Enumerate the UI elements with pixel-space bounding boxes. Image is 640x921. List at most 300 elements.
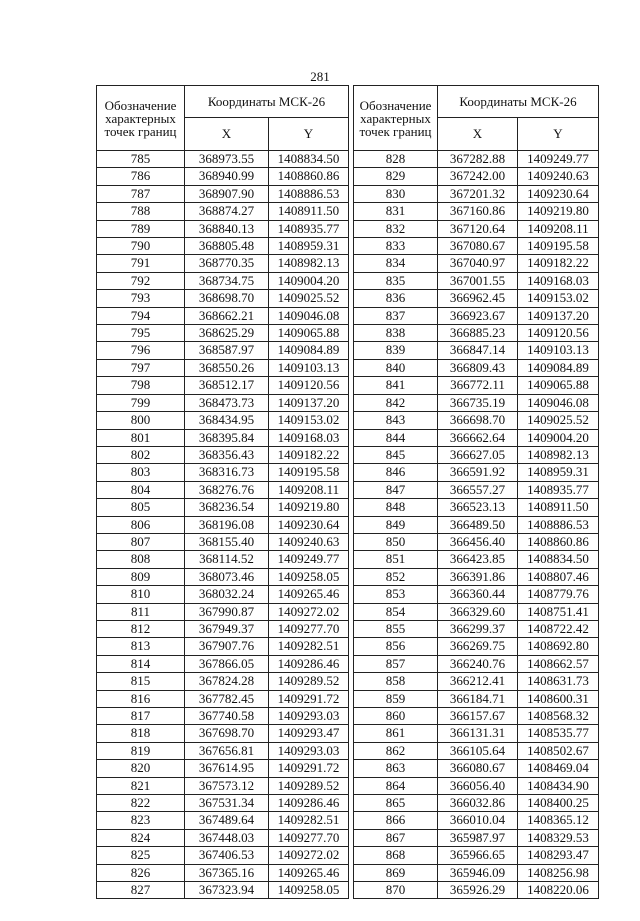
x-coordinate-cell: 367323.94 bbox=[185, 882, 269, 899]
table-row bbox=[354, 795, 599, 812]
x-coordinate-cell: 368434.95 bbox=[185, 412, 269, 429]
point-number-cell: 791 bbox=[97, 255, 185, 272]
y-coordinate-cell: 1409277.70 bbox=[269, 829, 349, 846]
point-number-cell: 821 bbox=[97, 777, 185, 794]
y-coordinate-cell: 1409291.72 bbox=[269, 760, 349, 777]
x-coordinate-cell: 368940.99 bbox=[185, 168, 269, 185]
y-coordinate-cell: 1409282.51 bbox=[269, 638, 349, 655]
table-row bbox=[354, 673, 599, 690]
point-number-cell: 804 bbox=[97, 481, 185, 498]
page-number: 281 bbox=[310, 69, 330, 84]
y-coordinate-cell: 1409265.46 bbox=[269, 586, 349, 603]
point-number-cell: 845 bbox=[354, 446, 438, 463]
y-coordinate-cell: 1409025.52 bbox=[269, 290, 349, 307]
y-coordinate-cell: 1409168.03 bbox=[518, 272, 599, 289]
point-number-cell: 832 bbox=[354, 220, 438, 237]
x-coordinate-cell: 366523.13 bbox=[438, 499, 518, 516]
point-number-cell: 853 bbox=[354, 586, 438, 603]
y-coordinate-cell: 1408692.80 bbox=[518, 638, 599, 655]
x-coordinate-cell: 368874.27 bbox=[185, 203, 269, 220]
point-number-cell: 809 bbox=[97, 568, 185, 585]
point-number-cell: 790 bbox=[97, 238, 185, 255]
table-row bbox=[97, 446, 349, 463]
coordinates-table-left bbox=[96, 85, 349, 899]
point-number-cell: 796 bbox=[97, 342, 185, 359]
table-row bbox=[354, 638, 599, 655]
table-row bbox=[354, 655, 599, 672]
table-row bbox=[354, 290, 599, 307]
x-coordinate-cell: 368155.40 bbox=[185, 533, 269, 550]
y-coordinate-cell: 1409182.22 bbox=[518, 255, 599, 272]
point-number-cell: 807 bbox=[97, 533, 185, 550]
y-coordinate-cell: 1409153.02 bbox=[518, 290, 599, 307]
table-row bbox=[354, 568, 599, 585]
x-coordinate-cell: 368395.84 bbox=[185, 429, 269, 446]
x-coordinate-cell: 368473.73 bbox=[185, 394, 269, 411]
y-coordinate-cell: 1408886.53 bbox=[269, 185, 349, 202]
point-number-cell: 831 bbox=[354, 203, 438, 220]
y-coordinate-cell: 1409272.02 bbox=[269, 603, 349, 620]
point-number-cell: 867 bbox=[354, 829, 438, 846]
x-coordinate-cell: 368698.70 bbox=[185, 290, 269, 307]
table-row bbox=[97, 429, 349, 446]
point-number-cell: 839 bbox=[354, 342, 438, 359]
y-coordinate-cell: 1408860.86 bbox=[518, 533, 599, 550]
y-coordinate-cell: 1409286.46 bbox=[269, 655, 349, 672]
y-coordinate-cell: 1409084.89 bbox=[518, 359, 599, 376]
point-number-cell: 865 bbox=[354, 795, 438, 812]
point-number-cell: 795 bbox=[97, 325, 185, 342]
y-coordinate-cell: 1408935.77 bbox=[518, 481, 599, 498]
x-coordinate-cell: 368550.26 bbox=[185, 359, 269, 376]
x-coordinate-cell: 368805.48 bbox=[185, 238, 269, 255]
table-row bbox=[97, 533, 349, 550]
x-column-header: X bbox=[185, 118, 269, 151]
table-row bbox=[354, 603, 599, 620]
point-number-cell: 870 bbox=[354, 882, 438, 899]
point-number-cell: 785 bbox=[97, 151, 185, 168]
x-coordinate-cell: 366299.37 bbox=[438, 620, 518, 637]
x-coordinate-cell: 367282.88 bbox=[438, 151, 518, 168]
point-column-header: Обозначение характерных точек границ bbox=[97, 86, 185, 151]
x-column-header: X bbox=[438, 118, 518, 151]
table-row bbox=[97, 290, 349, 307]
x-coordinate-cell: 368316.73 bbox=[185, 464, 269, 481]
point-number-cell: 827 bbox=[97, 882, 185, 899]
table-row bbox=[354, 185, 599, 202]
y-coordinate-cell: 1409004.20 bbox=[269, 272, 349, 289]
x-coordinate-cell: 368276.76 bbox=[185, 481, 269, 498]
x-coordinate-cell: 366157.67 bbox=[438, 708, 518, 725]
table-row bbox=[97, 272, 349, 289]
table-row bbox=[97, 168, 349, 185]
y-coordinate-cell: 1408935.77 bbox=[269, 220, 349, 237]
x-coordinate-cell: 368032.24 bbox=[185, 586, 269, 603]
point-number-cell: 852 bbox=[354, 568, 438, 585]
point-number-cell: 834 bbox=[354, 255, 438, 272]
table-row bbox=[97, 812, 349, 829]
point-number-cell: 824 bbox=[97, 829, 185, 846]
point-number-cell: 820 bbox=[97, 760, 185, 777]
point-number-cell: 850 bbox=[354, 533, 438, 550]
point-number-cell: 830 bbox=[354, 185, 438, 202]
x-coordinate-cell: 368625.29 bbox=[185, 325, 269, 342]
point-number-cell: 869 bbox=[354, 864, 438, 881]
table-row bbox=[354, 342, 599, 359]
y-coordinate-cell: 1409277.70 bbox=[269, 620, 349, 637]
x-coordinate-cell: 368236.54 bbox=[185, 499, 269, 516]
y-coordinate-cell: 1409137.20 bbox=[518, 307, 599, 324]
y-coordinate-cell: 1408293.47 bbox=[518, 847, 599, 864]
table-row bbox=[354, 690, 599, 707]
x-coordinate-cell: 368114.52 bbox=[185, 551, 269, 568]
y-coordinate-cell: 1409046.08 bbox=[269, 307, 349, 324]
point-number-cell: 797 bbox=[97, 359, 185, 376]
point-number-cell: 844 bbox=[354, 429, 438, 446]
x-coordinate-cell: 367990.87 bbox=[185, 603, 269, 620]
table-row bbox=[354, 847, 599, 864]
x-coordinate-cell: 366885.23 bbox=[438, 325, 518, 342]
x-coordinate-cell: 368770.35 bbox=[185, 255, 269, 272]
y-coordinate-cell: 1409208.11 bbox=[269, 481, 349, 498]
y-coordinate-cell: 1409219.80 bbox=[269, 499, 349, 516]
table-row bbox=[354, 151, 599, 168]
table-row bbox=[97, 220, 349, 237]
coordinates-header: Координаты МСК-26 bbox=[185, 86, 349, 118]
y-coordinate-cell: 1409289.52 bbox=[269, 673, 349, 690]
table-row bbox=[354, 829, 599, 846]
table-row bbox=[354, 168, 599, 185]
x-coordinate-cell: 367782.45 bbox=[185, 690, 269, 707]
point-number-cell: 810 bbox=[97, 586, 185, 603]
y-coordinate-cell: 1409230.64 bbox=[269, 516, 349, 533]
table-row bbox=[97, 325, 349, 342]
x-coordinate-cell: 365987.97 bbox=[438, 829, 518, 846]
x-coordinate-cell: 366962.45 bbox=[438, 290, 518, 307]
y-coordinate-cell: 1408600.31 bbox=[518, 690, 599, 707]
x-coordinate-cell: 366212.41 bbox=[438, 673, 518, 690]
point-number-cell: 857 bbox=[354, 655, 438, 672]
table-row bbox=[354, 446, 599, 463]
point-number-cell: 846 bbox=[354, 464, 438, 481]
table-row bbox=[97, 377, 349, 394]
table-row bbox=[97, 394, 349, 411]
point-number-cell: 863 bbox=[354, 760, 438, 777]
table-row bbox=[354, 429, 599, 446]
table-row bbox=[97, 725, 349, 742]
point-number-cell: 861 bbox=[354, 725, 438, 742]
point-number-cell: 815 bbox=[97, 673, 185, 690]
y-coordinate-cell: 1408959.31 bbox=[518, 464, 599, 481]
table-row bbox=[97, 864, 349, 881]
x-coordinate-cell: 366809.43 bbox=[438, 359, 518, 376]
x-coordinate-cell: 367365.16 bbox=[185, 864, 269, 881]
point-number-cell: 838 bbox=[354, 325, 438, 342]
point-number-cell: 841 bbox=[354, 377, 438, 394]
point-number-cell: 799 bbox=[97, 394, 185, 411]
y-coordinate-cell: 1408365.12 bbox=[518, 812, 599, 829]
point-number-cell: 849 bbox=[354, 516, 438, 533]
y-coordinate-cell: 1408751.41 bbox=[518, 603, 599, 620]
y-coordinate-cell: 1408860.86 bbox=[269, 168, 349, 185]
point-number-cell: 854 bbox=[354, 603, 438, 620]
y-coordinate-cell: 1409182.22 bbox=[269, 446, 349, 463]
table-row bbox=[97, 708, 349, 725]
y-coordinate-cell: 1409168.03 bbox=[269, 429, 349, 446]
y-coordinate-cell: 1409291.72 bbox=[269, 690, 349, 707]
x-coordinate-cell: 366360.44 bbox=[438, 586, 518, 603]
point-number-cell: 837 bbox=[354, 307, 438, 324]
x-coordinate-cell: 367242.00 bbox=[438, 168, 518, 185]
x-coordinate-cell: 367120.64 bbox=[438, 220, 518, 237]
x-coordinate-cell: 366080.67 bbox=[438, 760, 518, 777]
y-coordinate-cell: 1408886.53 bbox=[518, 516, 599, 533]
x-coordinate-cell: 367824.28 bbox=[185, 673, 269, 690]
table-row bbox=[97, 829, 349, 846]
point-number-cell: 811 bbox=[97, 603, 185, 620]
x-coordinate-cell: 367698.70 bbox=[185, 725, 269, 742]
point-number-cell: 786 bbox=[97, 168, 185, 185]
point-number-cell: 856 bbox=[354, 638, 438, 655]
x-coordinate-cell: 366329.60 bbox=[438, 603, 518, 620]
point-number-cell: 828 bbox=[354, 151, 438, 168]
point-number-cell: 800 bbox=[97, 412, 185, 429]
table-row bbox=[354, 708, 599, 725]
point-number-cell: 816 bbox=[97, 690, 185, 707]
y-coordinate-cell: 1409289.52 bbox=[269, 777, 349, 794]
point-number-cell: 860 bbox=[354, 708, 438, 725]
y-coordinate-cell: 1409265.46 bbox=[269, 864, 349, 881]
x-coordinate-cell: 366923.67 bbox=[438, 307, 518, 324]
x-coordinate-cell: 367406.53 bbox=[185, 847, 269, 864]
y-coordinate-cell: 1409120.56 bbox=[269, 377, 349, 394]
y-coordinate-cell: 1408400.25 bbox=[518, 795, 599, 812]
point-number-cell: 847 bbox=[354, 481, 438, 498]
table-row bbox=[97, 238, 349, 255]
x-coordinate-cell: 366184.71 bbox=[438, 690, 518, 707]
x-coordinate-cell: 366269.75 bbox=[438, 638, 518, 655]
table-row bbox=[354, 864, 599, 881]
x-coordinate-cell: 367573.12 bbox=[185, 777, 269, 794]
y-coordinate-cell: 1408535.77 bbox=[518, 725, 599, 742]
y-coordinate-cell: 1409153.02 bbox=[269, 412, 349, 429]
table-row bbox=[97, 342, 349, 359]
point-number-cell: 825 bbox=[97, 847, 185, 864]
y-column-header: Y bbox=[518, 118, 599, 151]
x-coordinate-cell: 366131.31 bbox=[438, 725, 518, 742]
x-coordinate-cell: 367160.86 bbox=[438, 203, 518, 220]
table-row bbox=[97, 655, 349, 672]
table-row bbox=[97, 499, 349, 516]
point-number-cell: 858 bbox=[354, 673, 438, 690]
y-coordinate-cell: 1409249.77 bbox=[269, 551, 349, 568]
x-coordinate-cell: 367866.05 bbox=[185, 655, 269, 672]
x-coordinate-cell: 368196.08 bbox=[185, 516, 269, 533]
table-row bbox=[97, 603, 349, 620]
y-coordinate-cell: 1409282.51 bbox=[269, 812, 349, 829]
y-coordinate-cell: 1409258.05 bbox=[269, 882, 349, 899]
table-row bbox=[97, 795, 349, 812]
y-coordinate-cell: 1409219.80 bbox=[518, 203, 599, 220]
y-coordinate-cell: 1408779.76 bbox=[518, 586, 599, 603]
x-coordinate-cell: 366391.86 bbox=[438, 568, 518, 585]
table-row bbox=[354, 551, 599, 568]
point-number-cell: 835 bbox=[354, 272, 438, 289]
x-coordinate-cell: 367614.95 bbox=[185, 760, 269, 777]
table-row bbox=[354, 307, 599, 324]
y-coordinate-cell: 1408568.32 bbox=[518, 708, 599, 725]
point-number-cell: 788 bbox=[97, 203, 185, 220]
y-coordinate-cell: 1409046.08 bbox=[518, 394, 599, 411]
x-coordinate-cell: 366489.50 bbox=[438, 516, 518, 533]
point-number-cell: 842 bbox=[354, 394, 438, 411]
x-coordinate-cell: 368907.90 bbox=[185, 185, 269, 202]
point-number-cell: 793 bbox=[97, 290, 185, 307]
y-coordinate-cell: 1409195.58 bbox=[518, 238, 599, 255]
point-number-cell: 855 bbox=[354, 620, 438, 637]
point-number-cell: 833 bbox=[354, 238, 438, 255]
table-row bbox=[97, 690, 349, 707]
point-number-cell: 851 bbox=[354, 551, 438, 568]
x-coordinate-cell: 365966.65 bbox=[438, 847, 518, 864]
x-coordinate-cell: 367001.55 bbox=[438, 272, 518, 289]
table-row bbox=[354, 533, 599, 550]
table-row bbox=[97, 586, 349, 603]
table-row bbox=[354, 516, 599, 533]
x-coordinate-cell: 365926.29 bbox=[438, 882, 518, 899]
x-coordinate-cell: 366423.85 bbox=[438, 551, 518, 568]
point-number-cell: 803 bbox=[97, 464, 185, 481]
x-coordinate-cell: 367531.34 bbox=[185, 795, 269, 812]
y-coordinate-cell: 1408807.46 bbox=[518, 568, 599, 585]
y-coordinate-cell: 1408982.13 bbox=[518, 446, 599, 463]
table-row bbox=[97, 516, 349, 533]
point-number-cell: 868 bbox=[354, 847, 438, 864]
point-number-cell: 802 bbox=[97, 446, 185, 463]
y-coordinate-cell: 1409240.63 bbox=[518, 168, 599, 185]
point-number-cell: 840 bbox=[354, 359, 438, 376]
table-row bbox=[354, 499, 599, 516]
y-coordinate-cell: 1409025.52 bbox=[518, 412, 599, 429]
table-row bbox=[97, 412, 349, 429]
table-row bbox=[97, 481, 349, 498]
point-number-cell: 792 bbox=[97, 272, 185, 289]
point-number-cell: 794 bbox=[97, 307, 185, 324]
table-row bbox=[354, 620, 599, 637]
y-coordinate-cell: 1409249.77 bbox=[518, 151, 599, 168]
table-row bbox=[354, 394, 599, 411]
y-coordinate-cell: 1408982.13 bbox=[269, 255, 349, 272]
table-row bbox=[354, 359, 599, 376]
x-coordinate-cell: 367949.37 bbox=[185, 620, 269, 637]
point-number-cell: 826 bbox=[97, 864, 185, 881]
x-coordinate-cell: 368073.46 bbox=[185, 568, 269, 585]
table-row bbox=[97, 551, 349, 568]
table-row bbox=[354, 325, 599, 342]
x-coordinate-cell: 366698.70 bbox=[438, 412, 518, 429]
x-coordinate-cell: 366056.40 bbox=[438, 777, 518, 794]
point-number-cell: 866 bbox=[354, 812, 438, 829]
table-row bbox=[97, 568, 349, 585]
point-number-cell: 813 bbox=[97, 638, 185, 655]
y-coordinate-cell: 1408220.06 bbox=[518, 882, 599, 899]
point-number-cell: 829 bbox=[354, 168, 438, 185]
table-row bbox=[354, 586, 599, 603]
table-row bbox=[354, 238, 599, 255]
x-coordinate-cell: 366010.04 bbox=[438, 812, 518, 829]
table-row bbox=[354, 742, 599, 759]
table-row bbox=[354, 481, 599, 498]
x-coordinate-cell: 366662.64 bbox=[438, 429, 518, 446]
x-coordinate-cell: 368587.97 bbox=[185, 342, 269, 359]
y-coordinate-cell: 1408631.73 bbox=[518, 673, 599, 690]
point-number-cell: 836 bbox=[354, 290, 438, 307]
table-row bbox=[97, 760, 349, 777]
y-coordinate-cell: 1409103.13 bbox=[269, 359, 349, 376]
table-row bbox=[97, 185, 349, 202]
x-coordinate-cell: 368356.43 bbox=[185, 446, 269, 463]
x-coordinate-cell: 367740.58 bbox=[185, 708, 269, 725]
x-coordinate-cell: 368840.13 bbox=[185, 220, 269, 237]
x-coordinate-cell: 368973.55 bbox=[185, 151, 269, 168]
point-number-cell: 818 bbox=[97, 725, 185, 742]
x-coordinate-cell: 367907.76 bbox=[185, 638, 269, 655]
y-coordinate-cell: 1409065.88 bbox=[269, 325, 349, 342]
table-row bbox=[354, 725, 599, 742]
table-row bbox=[354, 272, 599, 289]
table-row bbox=[97, 620, 349, 637]
y-coordinate-cell: 1409258.05 bbox=[269, 568, 349, 585]
y-coordinate-cell: 1408469.04 bbox=[518, 760, 599, 777]
y-coordinate-cell: 1409293.03 bbox=[269, 742, 349, 759]
point-number-cell: 789 bbox=[97, 220, 185, 237]
table-row bbox=[97, 847, 349, 864]
y-coordinate-cell: 1409195.58 bbox=[269, 464, 349, 481]
table-row bbox=[354, 882, 599, 899]
y-coordinate-cell: 1409004.20 bbox=[518, 429, 599, 446]
x-coordinate-cell: 367489.64 bbox=[185, 812, 269, 829]
y-coordinate-cell: 1409286.46 bbox=[269, 795, 349, 812]
y-coordinate-cell: 1408662.57 bbox=[518, 655, 599, 672]
point-number-cell: 862 bbox=[354, 742, 438, 759]
table-body-left bbox=[97, 151, 349, 899]
table-row bbox=[97, 203, 349, 220]
y-coordinate-cell: 1408834.50 bbox=[518, 551, 599, 568]
y-coordinate-cell: 1409084.89 bbox=[269, 342, 349, 359]
y-coordinate-cell: 1409293.47 bbox=[269, 725, 349, 742]
y-coordinate-cell: 1408722.42 bbox=[518, 620, 599, 637]
coordinates-header: Координаты МСК-26 bbox=[438, 86, 599, 118]
table-row bbox=[97, 359, 349, 376]
y-coordinate-cell: 1409065.88 bbox=[518, 377, 599, 394]
x-coordinate-cell: 366105.64 bbox=[438, 742, 518, 759]
y-coordinate-cell: 1409137.20 bbox=[269, 394, 349, 411]
x-coordinate-cell: 367656.81 bbox=[185, 742, 269, 759]
point-number-cell: 843 bbox=[354, 412, 438, 429]
table-row bbox=[354, 812, 599, 829]
table-row bbox=[354, 412, 599, 429]
x-coordinate-cell: 366557.27 bbox=[438, 481, 518, 498]
y-coordinate-cell: 1409240.63 bbox=[269, 533, 349, 550]
x-coordinate-cell: 366032.86 bbox=[438, 795, 518, 812]
point-number-cell: 801 bbox=[97, 429, 185, 446]
table-row bbox=[97, 307, 349, 324]
y-coordinate-cell: 1409120.56 bbox=[518, 325, 599, 342]
table-row bbox=[97, 742, 349, 759]
point-number-cell: 819 bbox=[97, 742, 185, 759]
point-number-cell: 808 bbox=[97, 551, 185, 568]
point-number-cell: 822 bbox=[97, 795, 185, 812]
